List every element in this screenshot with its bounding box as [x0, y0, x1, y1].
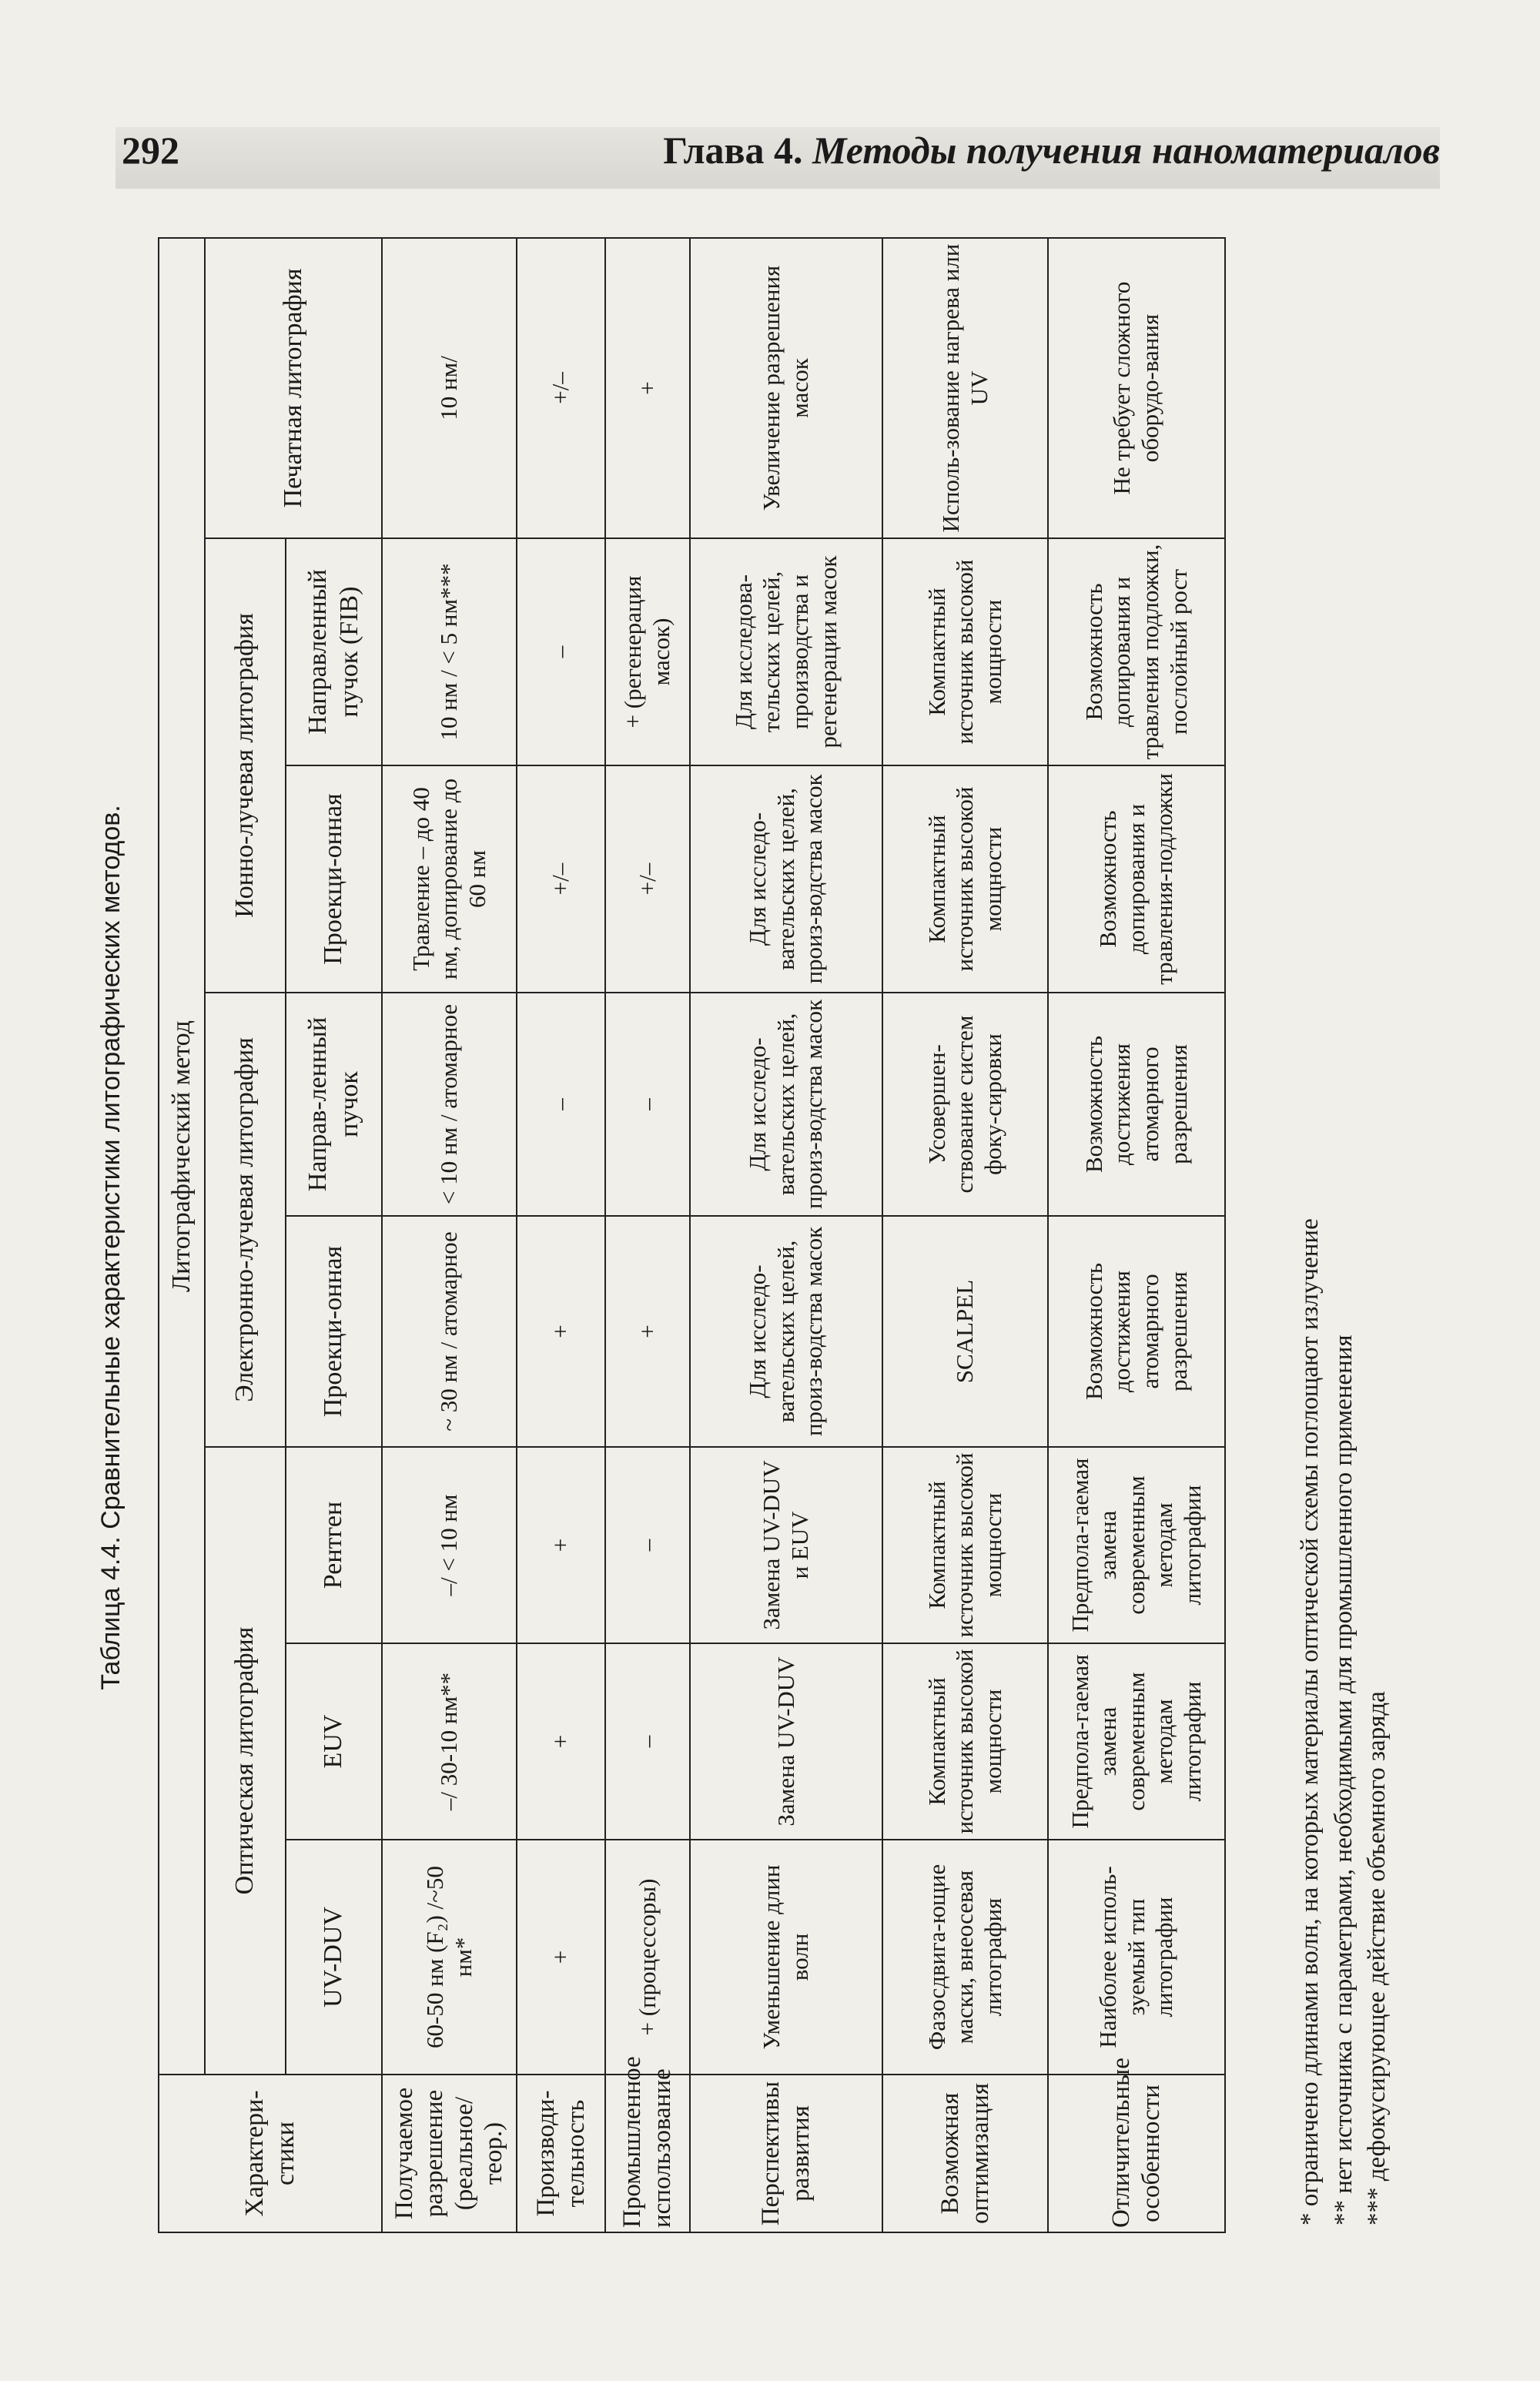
- table-cell: ~ 30 нм / атомарное: [382, 1216, 517, 1447]
- table-cell: Не требует сложного оборудо-вания: [1048, 238, 1225, 538]
- table-row: [517, 238, 605, 2232]
- lithography-comparison-table: [158, 237, 1226, 2233]
- table-cell: + (регенерация масок): [605, 538, 690, 765]
- table-row: [1048, 238, 1225, 2232]
- table-cell: Фазосдвига-ющие маски, внеосевая литография: [882, 1840, 1048, 2075]
- row-label: Перспективы развития: [690, 2075, 882, 2232]
- table-row: [882, 238, 1048, 2232]
- table-caption: Таблица 4.4. Сравнительные характеристики литографических методов.: [96, 805, 126, 1690]
- table-cell: –: [517, 993, 605, 1216]
- table-cell: Возможность допирования и травления подложки, послойный рост: [1048, 538, 1225, 765]
- table-cell: Компактный источник высокой мощности: [882, 538, 1048, 765]
- table-cell: –: [605, 993, 690, 1216]
- table-cell: Замена UV-DUV и EUV: [690, 1447, 882, 1643]
- row-label: Производи-тельность: [517, 2075, 605, 2232]
- method-xray: Рентген: [286, 1447, 382, 1643]
- table-cell: –/ 30-10 нм**: [382, 1643, 517, 1840]
- table-cell: Возможность допирования и травления-подложки: [1048, 765, 1225, 993]
- table-cell: Компактный источник высокой мощности: [882, 765, 1048, 993]
- table-cell: Компактный источник высокой мощности: [882, 1447, 1048, 1643]
- table-cell: –: [517, 538, 605, 765]
- table-cell: + (процессоры): [605, 1840, 690, 2075]
- table-cell: –: [605, 1643, 690, 1840]
- footnotes: [1294, 254, 1394, 2225]
- table-cell: +: [517, 1447, 605, 1643]
- method-electron-projection: Проекци-онная: [286, 1216, 382, 1447]
- chapter-name: Методы получения наноматериалов: [812, 129, 1440, 172]
- row-label: Отличительные особенности: [1048, 2075, 1225, 2232]
- method-electron-beam: Направ-ленный пучок: [286, 993, 382, 1216]
- footnote: *** дефокусирующее действие объемного заряда: [1363, 1691, 1391, 2225]
- row-label: Возможная оптимизация: [882, 2075, 1048, 2232]
- table-cell: Для исследо-вательских целей, произ-водства масок: [690, 765, 882, 993]
- table-cell: SCALPEL: [882, 1216, 1048, 1447]
- corner-header: Характери-стики: [159, 2075, 382, 2232]
- table-cell: +/–: [517, 238, 605, 538]
- table-row: [690, 238, 882, 2232]
- table-cell: Для исследова-тельских целей, производства и регенерации масок: [690, 538, 882, 765]
- table-row: [605, 238, 690, 2232]
- table-cell: Предпола-гаемая замена современным методам литографии: [1048, 1447, 1225, 1643]
- table-cell: Исполь-зование нагрева или UV: [882, 238, 1048, 538]
- table-cell: +: [605, 1216, 690, 1447]
- footnote: * ограничено длинами волн, на которых материалы оптической схемы поглощают излучение: [1296, 1218, 1324, 2225]
- page-number: 292: [122, 129, 179, 172]
- table-cell: +/–: [605, 765, 690, 993]
- table-cell: Усовершен-ствование систем фоку-сировки: [882, 993, 1048, 1216]
- table-cell: Для исследо-вательских целей, произ-водства масок: [690, 1216, 882, 1447]
- method-uv-duv: UV-DUV: [286, 1840, 382, 2075]
- group-electron: Электронно-лучевая литография: [205, 993, 286, 1447]
- table-cell: Травление – до 40 нм, допирование до 60 нм: [382, 765, 517, 993]
- table-cell: +: [605, 238, 690, 538]
- chapter-title: [663, 128, 1440, 172]
- group-ion: Ионно-лучевая литография: [205, 538, 286, 993]
- method-group-header: Литографический метод: [159, 238, 205, 2075]
- method-ion-fib: Направленный пучок (FIB): [286, 538, 382, 765]
- table-cell: Возможность достижения атомарного разрешения: [1048, 1216, 1225, 1447]
- table-cell: Предпола-гаемая замена современным методам литографии: [1048, 1643, 1225, 1840]
- table-cell: Возможность достижения атомарного разрешения: [1048, 993, 1225, 1216]
- group-print: Печатная литография: [205, 238, 382, 538]
- footnote: ** нет источника с параметрами, необходимыми для промышленного применения: [1329, 1334, 1358, 2225]
- table-cell: Уменьшение длин волн: [690, 1840, 882, 2075]
- table-cell: 10 нм / < 5 нм***: [382, 538, 517, 765]
- method-ion-projection: Проекци-онная: [286, 765, 382, 993]
- table-cell: Замена UV-DUV: [690, 1643, 882, 1840]
- table-cell: +: [517, 1840, 605, 2075]
- method-euv: EUV: [286, 1643, 382, 1840]
- table-cell: < 10 нм / атомарное: [382, 993, 517, 1216]
- rotated-table-block: [96, 239, 1405, 2256]
- table-cell: +: [517, 1643, 605, 1840]
- row-label: Получаемое разрешение (реальное/ теор.): [382, 2075, 517, 2232]
- group-optical: Оптическая литография: [205, 1447, 286, 2075]
- table-cell: Наиболее исполь-зуемый тип литографии: [1048, 1840, 1225, 2075]
- table-row: [382, 238, 517, 2232]
- table-cell: 10 нм/: [382, 238, 517, 538]
- table-cell: –/ < 10 нм: [382, 1447, 517, 1643]
- table-cell: 60-50 нм (F₂) /~50 нм*: [382, 1840, 517, 2075]
- table-cell: Для исследо-вательских целей, произ-водства масок: [690, 993, 882, 1216]
- table-cell: +/–: [517, 765, 605, 993]
- table-cell: –: [605, 1447, 690, 1643]
- table-cell: Увеличение разрешения масок: [690, 238, 882, 538]
- table-cell: Компактный источник высокой мощности: [882, 1643, 1048, 1840]
- table-cell: +: [517, 1216, 605, 1447]
- chapter-prefix: Глава 4.: [663, 129, 803, 172]
- row-label: Промышленное использование: [605, 2075, 690, 2232]
